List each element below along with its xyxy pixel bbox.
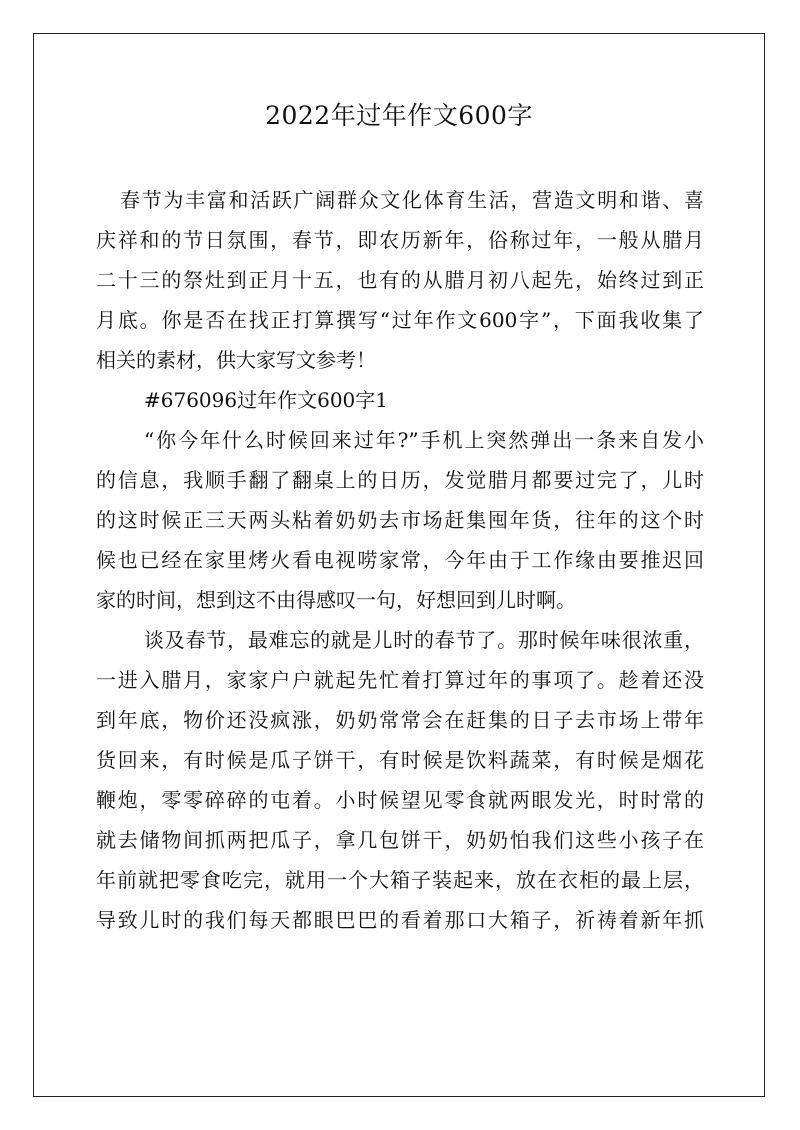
paragraph-line: 候也已经在家里烤火看电视唠家常，今年由于工作缘由要推迟回 [96,548,704,572]
paragraph-line: 的这时候正三天两头粘着奶奶去市场赶集囤年货，往年的这个时 [96,508,704,532]
paragraph-line: 月底。你是否在找正打算撰写“过年作文600字”，下面我收集了 [96,308,704,332]
paragraph-line: 导致儿时的我们每天都眼巴巴的看着那口大箱子，祈祷着新年抓 [96,908,704,932]
paragraph-line: 年前就把零食吃完，就用一个大箱子装起来，放在衣柜的最上层， [96,868,704,892]
paragraph-line: 春节为丰富和活跃广阔群众文化体育生活，营造文明和谐、喜 [120,188,704,212]
document-title: 2022年过年作文600字 [265,101,533,130]
paragraph-line: 到年底，物价还没疯涨，奶奶常常会在赶集的日子去市场上带年 [96,708,704,732]
paragraph-line: 鞭炮，零零碎碎的屯着。小时候望见零食就两眼发光，时时常的 [96,788,704,812]
paragraph-line: “你今年什么时候回来过年?”手机上突然弹出一条来自发小 [144,428,704,452]
paragraph-line: 一进入腊月，家家户户就起先忙着打算过年的事项了。趁着还没 [96,668,704,692]
paragraph-line: 谈及春节，最难忘的就是儿时的春节了。那时候年味很浓重， [144,628,704,652]
paragraph-line: 庆祥和的节日氛围，春节，即农历新年，俗称过年，一般从腊月 [96,228,704,252]
paragraph-line: 家的时间，想到这不由得感叹一句，好想回到儿时啊。 [96,588,576,612]
paragraph-line: 二十三的祭灶到正月十五，也有的从腊月初八起先，始终过到正 [96,268,704,292]
paragraph-line: 就去储物间抓两把瓜子，拿几包饼干，奶奶怕我们这些小孩子在 [96,828,704,852]
paragraph-line: 货回来，有时候是瓜子饼干，有时候是饮料蔬菜，有时候是烟花 [96,748,704,772]
paragraph-line: 的信息，我顺手翻了翻桌上的日历，发觉腊月都要过完了，儿时 [96,468,704,492]
paragraph-line: 相关的素材，供大家写文参考！ [96,348,376,372]
section-heading: #676096过年作文600字1 [144,388,389,412]
